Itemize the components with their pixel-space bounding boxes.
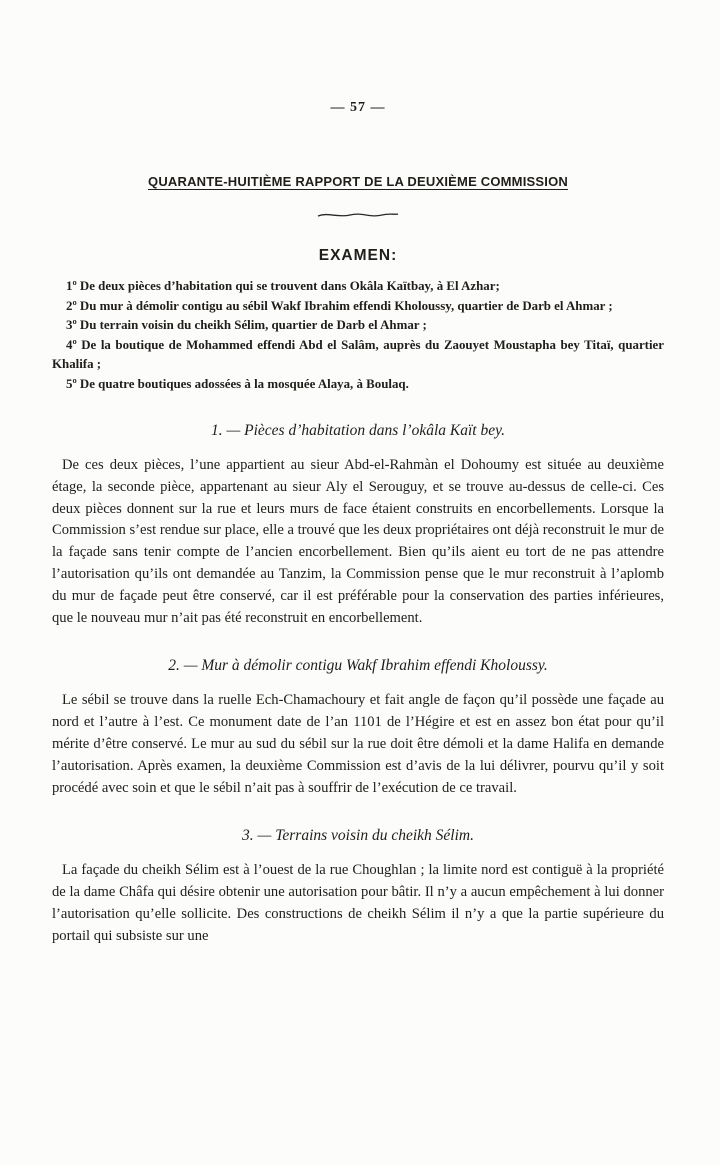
examen-item: 4º De la boutique de Mohammed effendi Abd el Salâm, auprès du Zaouyet Moustapha bey Titaï, quartier Khalifa ; bbox=[52, 337, 664, 371]
section-heading: 2. — Mur à démolir contigu Wakf Ibrahim effendi Kholoussy. bbox=[168, 657, 548, 675]
section-heading: 1. — Pièces d’habitation dans l’okâla Kaït bey. bbox=[210, 422, 506, 439]
squiggle-divider-icon bbox=[316, 211, 400, 219]
section-paragraph: De ces deux pièces, l’une appartient au sieur Abd-el-Rahmàn el Dohoumy est située au deuxième étage, la seconde pièce, appartenant au sieur Aly el Serouguy, et se trouve au-dessus de celle-ci. Ces deux pièces donnent sur la rue et leurs murs de face étaient construits en encorbellements. Lorsque la Commission s’est rendue sur place, elle a trouvé que les deux propriétaires ont déjà reconstruit le mur de la façade sans tenir compte de l’ancien encorbellement. Bien qu’ils aient eu tort de ne pas attendre l’autorisation qu’ils ont demandée au Tanzim, la Commission pense que le mur reconstruit à l’aplomb du mur de façade peut être conservé, car il est préférable pour la conservation des parties inférieures, que le nouveau mur n’ait pas été reconstruit en encorbellement. bbox=[52, 457, 664, 626]
section-heading: 3. — Terrains voisin du cheikh Sélim. bbox=[242, 827, 474, 845]
examen-list bbox=[52, 277, 664, 394]
examen-item: 2º Du mur à démolir contigu au sébil Wakf Ibrahim effendi Kholoussy, quartier de Darb el Ahmar ; bbox=[66, 298, 613, 313]
page-number: — 57 — bbox=[330, 100, 386, 115]
report-title: QUARANTE-HUITIÈME RAPPORT DE LA DEUXIÈME COMMISSION bbox=[148, 174, 568, 189]
section-1 bbox=[52, 422, 664, 629]
section-2 bbox=[52, 657, 664, 799]
section-paragraph: La façade du cheikh Sélim est à l’ouest de la rue Choughlan ; la limite nord est contiguë à la propriété de la dame Châfa qui désire obtenir une autorisation pour bâtir. Il n’y a aucun empêchement à lui donner l’autorisation qu’elle sollicite. Des constructions de cheikh Sélim il n’y a que la partie supérieure du portail qui subsiste sur une bbox=[52, 862, 664, 944]
section-paragraph: Le sébil se trouve dans la ruelle Ech-Chamachoury et fait angle de façon qu’il possède une façade au nord et l’autre à l’est. Ce monument date de l’an 1101 de l’Hégire et est en assez bon état pour qu’il mérite d’être conservé. Le mur au sud du sébil sur la rue doit être démoli et la dame Halifa en demande l’autorisation. Après examen, la deuxième Commission est d’avis de la lui délivrer, pourvu qu’il y soit procédé avec soin et que le sébil n’ait pas à souffrir de l’exécution de ce travail. bbox=[52, 692, 664, 796]
examen-heading: EXAMEN: bbox=[318, 247, 398, 264]
examen-item: 1º De deux pièces d’habitation qui se trouvent dans Okâla Kaïtbay, à El Azhar; bbox=[66, 279, 500, 293]
examen-item: 3º Du terrain voisin du cheikh Sélim, quartier de Darb el Ahmar ; bbox=[66, 318, 427, 332]
examen-item: 5º De quatre boutiques adossées à la mosquée Alaya, à Boulaq. bbox=[66, 376, 409, 391]
title-divider bbox=[316, 211, 400, 219]
section-3 bbox=[52, 827, 664, 947]
document-page bbox=[0, 100, 720, 1165]
